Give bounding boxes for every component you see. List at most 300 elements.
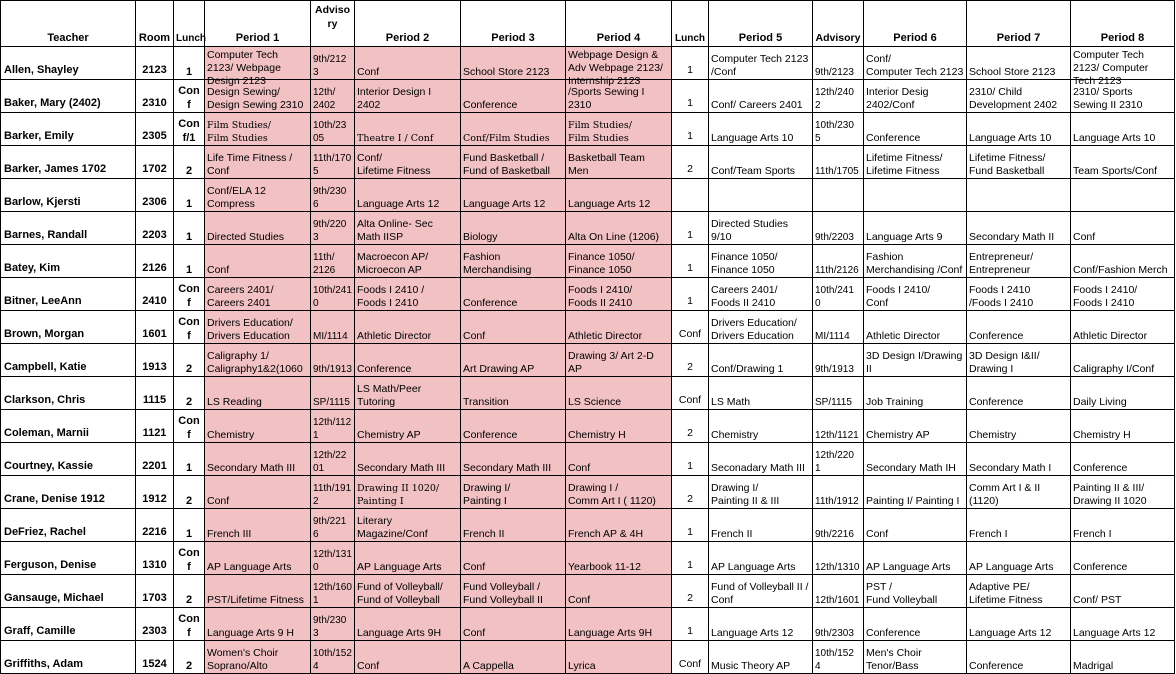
advisory1-cell-text: 9th/212 3 [313, 54, 347, 78]
lunch2-cell [672, 278, 709, 311]
period7-cell [967, 443, 1071, 476]
period5-cell [709, 278, 813, 311]
period1-cell-text: Careers 2401/ Careers 2401 [207, 284, 274, 309]
advisory1-cell-text: 9th/221 6 [313, 516, 347, 540]
period2-cell [355, 80, 461, 113]
period3-cell-text: A Cappella [463, 660, 514, 672]
period5-cell-text: Conf/Team Sports [711, 165, 796, 177]
room-cell [136, 641, 174, 674]
period2-cell-text: Literary Magazine/Conf [357, 515, 428, 540]
advisory2-cell [813, 542, 864, 575]
period6-cell [864, 47, 967, 80]
period8-cell [1071, 476, 1175, 509]
period2-cell [355, 113, 461, 146]
period1-cell [205, 608, 311, 641]
period2-cell-text: Chemistry AP [357, 429, 421, 441]
room-cell-text: 1702 [142, 163, 167, 175]
lunch-cell-text: 2 [185, 165, 193, 177]
advisory2-cell [813, 80, 864, 113]
teacher-cell-text: Allen, Shayley [4, 64, 79, 76]
period3-cell [461, 80, 566, 113]
period1-cell-text: Directed Studies [207, 231, 285, 243]
col-header-period6: Period 6 [864, 1, 967, 47]
period4-cell-text: Yearbook 11-12 [568, 561, 641, 573]
teacher-cell-text: Baker, Mary (2402) [4, 97, 101, 109]
period3-cell [461, 179, 566, 212]
room-cell [136, 47, 174, 80]
period7-cell [967, 245, 1071, 278]
period7-cell-text: Conference [969, 396, 1024, 408]
period3-cell [461, 410, 566, 443]
advisory1-cell-text: SP/1115 [313, 397, 350, 408]
lunch2-cell [672, 410, 709, 443]
period4-cell-text: Chemistry H [568, 429, 626, 441]
period4-cell [566, 212, 672, 245]
period8-cell [1071, 113, 1175, 146]
period7-cell-text: AP Language Arts [969, 561, 1054, 573]
period1-cell-text: Life Time Fitness / Conf [207, 152, 293, 177]
teacher-cell-text: Barlow, Kjersti [4, 196, 81, 208]
period2-cell [355, 245, 461, 278]
period3-cell [461, 542, 566, 575]
room-cell [136, 146, 174, 179]
period8-cell-text: Language Arts 10 [1073, 132, 1156, 144]
lunch2-cell [672, 476, 709, 509]
room-cell [136, 575, 174, 608]
period3-cell-text: French II [463, 528, 505, 540]
period8-cell-text: Caligraphy I/Conf [1073, 363, 1155, 375]
room-cell-text: 1703 [142, 592, 167, 604]
advisory1-cell-text: 10th/152 4 [313, 648, 352, 672]
period5-cell [709, 608, 813, 641]
period1-cell-text: French III [207, 528, 252, 540]
period8-cell-text: Painting II & III/ Drawing II 1020 [1073, 482, 1147, 507]
period8-cell-text: French I [1073, 528, 1112, 540]
period6-cell [864, 179, 967, 212]
period2-cell [355, 509, 461, 542]
period1-cell [205, 377, 311, 410]
period8-cell [1071, 212, 1175, 245]
advisory2-cell [813, 311, 864, 344]
period4-cell [566, 179, 672, 212]
teacher-cell-text: Brown, Morgan [4, 328, 85, 340]
period8-cell [1071, 179, 1175, 212]
advisory2-cell-text: 11th/1912 [815, 496, 859, 507]
period4-cell-text: Finance 1050/ Finance 1050 [568, 251, 635, 276]
period4-cell [566, 410, 672, 443]
advisory2-cell-text: 12th/1601 [815, 595, 860, 606]
period8-cell-text: Chemistry H [1073, 429, 1131, 441]
teacher-cell-text: Gansauge, Michael [4, 592, 104, 604]
advisory1-cell [311, 344, 355, 377]
period1-cell [205, 476, 311, 509]
advisory2-cell-text: 11th/2126 [815, 265, 859, 276]
period3-cell-text: Conference [463, 99, 518, 111]
room-cell-text: 2310 [142, 97, 167, 109]
period7-cell [967, 476, 1071, 509]
period8-cell-text: Athletic Director [1073, 330, 1148, 342]
period8-cell [1071, 443, 1175, 476]
period8-cell-text: Team Sports/Conf [1073, 165, 1158, 177]
table-row [1, 509, 1175, 542]
period3-cell [461, 212, 566, 245]
period2-cell-text: Conference [357, 363, 412, 375]
period7-cell-text: Language Arts 12 [969, 627, 1052, 639]
table-row [1, 476, 1175, 509]
period6-cell [864, 575, 967, 608]
period2-cell [355, 311, 461, 344]
advisory1-cell-text: 10th/23 05 [313, 120, 347, 144]
teacher-cell-text: DeFriez, Rachel [4, 526, 86, 538]
col-header-advisory2: Advisory [813, 1, 864, 47]
table-row [1, 377, 1175, 410]
teacher-cell [1, 443, 136, 476]
period6-cell [864, 542, 967, 575]
table-row [1, 575, 1175, 608]
advisory2-cell-text: 10th/241 0 [815, 285, 854, 309]
table-row [1, 311, 1175, 344]
period8-cell-text: Conference [1073, 462, 1128, 474]
period4-cell-text: Drawing 3/ Art 2-D AP [568, 350, 654, 375]
period5-cell [709, 212, 813, 245]
col-header-lunch2: Lunch [672, 1, 709, 47]
teacher-cell [1, 542, 136, 575]
period5-cell-text: Computer Tech 2123 /Conf [711, 53, 809, 78]
period1-cell-text: AP Language Arts [207, 561, 292, 573]
period8-cell-text: Computer Tech 2123/ Computer Tech 2123 [1073, 49, 1149, 87]
period8-cell [1071, 608, 1175, 641]
period1-cell [205, 278, 311, 311]
lunch-cell [174, 575, 205, 608]
room-cell [136, 509, 174, 542]
period3-cell [461, 245, 566, 278]
period1-cell-text: Chemistry [207, 429, 255, 441]
period6-cell [864, 146, 967, 179]
advisory2-cell [813, 575, 864, 608]
col-header-period8: Period 8 [1071, 1, 1175, 47]
teacher-cell [1, 311, 136, 344]
lunch2-cell [672, 47, 709, 80]
col-header-period1: Period 1 [205, 1, 311, 47]
teacher-cell [1, 476, 136, 509]
teacher-cell-text: Ferguson, Denise [4, 559, 97, 571]
advisory2-cell [813, 476, 864, 509]
period3-cell-text: Biology [463, 231, 498, 243]
teacher-cell [1, 47, 136, 80]
room-cell-text: 2410 [142, 295, 167, 307]
room-cell-text: 1601 [142, 328, 167, 340]
lunch-cell-text: 2 [185, 660, 193, 672]
advisory2-cell [813, 443, 864, 476]
period3-cell-text: Conf/Film Studies [463, 133, 550, 144]
period2-cell-text: Foods I 2410 / Foods I 2410 [357, 284, 425, 309]
advisory1-cell-text: 9th/220 3 [313, 219, 347, 243]
room-cell-text: 2305 [142, 130, 167, 142]
lunch2-cell [672, 641, 709, 674]
room-cell-text: 1524 [142, 658, 167, 670]
teacher-cell-text: Courtney, Kassie [4, 460, 94, 472]
period2-cell [355, 344, 461, 377]
period4-cell-text: Conf [568, 462, 591, 474]
advisory1-cell-text: MI/1114 [313, 331, 348, 342]
period2-cell-text: Fund of Volleyball/ Fund of Volleyball [357, 581, 443, 606]
lunch-cell-text: 2 [185, 396, 193, 408]
table-row [1, 212, 1175, 245]
lunch-cell [174, 542, 205, 575]
lunch-cell [174, 641, 205, 674]
lunch2-cell-text: 1 [687, 559, 693, 571]
advisory2-cell-text: 10th/230 5 [815, 120, 854, 144]
period7-cell-text: Secondary Math II [969, 231, 1055, 243]
period3-cell-text: Conference [463, 429, 518, 441]
advisory2-cell [813, 245, 864, 278]
period4-cell [566, 476, 672, 509]
period6-cell [864, 212, 967, 245]
advisory1-cell [311, 443, 355, 476]
period8-cell-text: Conf/ PST [1073, 594, 1122, 606]
room-cell-text: 1912 [142, 493, 167, 505]
period1-cell-text: PST/Lifetime Fitness [207, 594, 304, 606]
period7-cell-text: Foods I 2410 /Foods I 2410 [969, 284, 1034, 309]
period6-cell-text: 3D Design I/Drawing II [866, 350, 963, 375]
lunch-cell [174, 410, 205, 443]
lunch2-cell-text: 1 [687, 460, 693, 472]
lunch-cell-text: 1 [185, 462, 193, 474]
lunch2-cell-text: 1 [687, 526, 693, 538]
period8-cell [1071, 278, 1175, 311]
room-cell [136, 80, 174, 113]
table-row [1, 410, 1175, 443]
room-cell-text: 2216 [142, 526, 167, 538]
advisory2-cell [813, 47, 864, 80]
period1-cell-text: Caligraphy 1/ Caligraphy1&2(1060 [207, 350, 303, 375]
period3-cell-text: Fashion Merchandising [463, 251, 532, 276]
advisory1-cell [311, 311, 355, 344]
period8-cell [1071, 575, 1175, 608]
advisory1-cell-text: 12th/ 2402 [313, 87, 336, 111]
advisory2-cell-text: SP/1115 [815, 397, 852, 408]
period5-cell-text: French II [711, 528, 753, 540]
period3-cell [461, 509, 566, 542]
period4-cell-text: Basketball Team Men [568, 152, 645, 177]
lunch2-cell [672, 377, 709, 410]
advisory2-cell-text: 9th/2123 [815, 67, 854, 78]
period4-cell-text: Webpage Design & Adv Webpage 2123/ Internship 2123 [568, 49, 663, 87]
col-header-period7: Period 7 [967, 1, 1071, 47]
advisory2-cell-text: 9th/2303 [815, 628, 854, 639]
lunch-cell-text: Con f [178, 85, 200, 111]
period2-cell [355, 410, 461, 443]
lunch2-cell [672, 443, 709, 476]
period5-cell [709, 80, 813, 113]
lunch2-cell-text: Conf [678, 328, 702, 340]
lunch2-cell [672, 344, 709, 377]
period3-cell [461, 476, 566, 509]
advisory1-cell-text: 9th/1913 [313, 364, 352, 375]
period7-cell [967, 377, 1071, 410]
period3-cell [461, 641, 566, 674]
period7-cell [967, 641, 1071, 674]
period4-cell-text: Language Arts 9H [568, 627, 653, 639]
lunch2-cell [672, 113, 709, 146]
period6-cell [864, 377, 967, 410]
table-row [1, 443, 1175, 476]
teacher-cell [1, 509, 136, 542]
period3-cell-text: Fund Basketball / Fund of Basketball [463, 152, 550, 177]
teacher-cell-text: Campbell, Katie [4, 361, 87, 373]
teacher-cell-text: Griffiths, Adam [4, 658, 84, 670]
teacher-cell-text: Crane, Denise 1912 [4, 493, 105, 505]
lunch2-cell-text: 1 [687, 97, 693, 109]
period3-cell-text: Transition [463, 396, 509, 408]
period7-cell [967, 47, 1071, 80]
lunch-cell [174, 179, 205, 212]
table-row [1, 641, 1175, 674]
lunch-cell [174, 509, 205, 542]
lunch-cell-text: 1 [185, 264, 193, 276]
advisory1-cell [311, 212, 355, 245]
period3-cell [461, 608, 566, 641]
period6-cell-text: Conf/ Computer Tech 2123 [866, 53, 964, 78]
period7-cell-text: Adaptive PE/ Lifetime Fitness [969, 581, 1043, 606]
advisory1-cell [311, 410, 355, 443]
period3-cell [461, 443, 566, 476]
lunch2-cell [672, 509, 709, 542]
period7-cell [967, 80, 1071, 113]
period7-cell-text: Conference [969, 330, 1024, 342]
lunch-cell-text: 2 [185, 495, 193, 507]
period4-cell [566, 575, 672, 608]
period1-cell [205, 641, 311, 674]
period1-cell [205, 443, 311, 476]
period6-cell-text: Secondary Math IH [866, 462, 956, 474]
room-cell-text: 2123 [142, 64, 167, 76]
period5-cell [709, 344, 813, 377]
period7-cell-text: Chemistry [969, 429, 1017, 441]
period4-cell [566, 47, 672, 87]
teacher-cell [1, 641, 136, 674]
period3-cell-text: Conf [463, 330, 486, 342]
room-cell [136, 245, 174, 278]
period1-cell [205, 410, 311, 443]
teacher-cell [1, 410, 136, 443]
period8-cell-text: Conference [1073, 561, 1128, 573]
teacher-cell [1, 179, 136, 212]
period7-cell [967, 542, 1071, 575]
period1-cell-text: Drivers Education/ Drivers Education [207, 317, 293, 342]
advisory2-cell-text: 11th/1705 [815, 166, 859, 177]
period6-cell-text: Foods I 2410/ Conf [866, 284, 931, 309]
period5-cell-text: Drawing I/ Painting II & III [711, 482, 780, 507]
period2-cell-text: AP Language Arts [357, 561, 442, 573]
teacher-cell-text: Barker, James 1702 [4, 163, 107, 175]
advisory1-cell-text: 9th/230 6 [313, 186, 347, 210]
period3-cell [461, 344, 566, 377]
room-cell-text: 1121 [142, 427, 167, 439]
period3-cell [461, 146, 566, 179]
period7-cell-text: School Store 2123 [969, 66, 1056, 78]
period8-cell-text: Conf/Fashion Merch [1073, 264, 1168, 276]
period7-cell-text: Lifetime Fitness/ Fund Basketball [969, 152, 1046, 177]
advisory2-cell [813, 410, 864, 443]
lunch-cell-text: Con f [178, 283, 200, 309]
period6-cell-text: Job Training [866, 396, 924, 408]
advisory1-cell-text: 10th/241 0 [313, 285, 352, 309]
period2-cell-text: Drawing II 1020/ Painting I [357, 483, 440, 507]
col-header-period2: Period 2 [355, 1, 461, 47]
advisory1-cell [311, 542, 355, 575]
period7-cell-text: French I [969, 528, 1008, 540]
period2-cell [355, 575, 461, 608]
lunch2-cell [672, 80, 709, 113]
period5-cell [709, 179, 813, 212]
lunch-cell-text: Con f [178, 613, 200, 639]
period6-cell [864, 476, 967, 509]
period4-cell-text: Film Studies/ Film Studies [568, 120, 632, 144]
advisory2-cell [813, 377, 864, 410]
period8-cell-text: Foods I 2410/ Foods I 2410 [1073, 284, 1138, 309]
room-cell [136, 443, 174, 476]
period1-cell [205, 542, 311, 575]
lunch2-cell-text: 1 [687, 229, 693, 241]
period2-cell-text: Language Arts 12 [357, 198, 440, 210]
lunch2-cell-text: 1 [687, 625, 693, 637]
period2-cell-text: Conf [357, 66, 380, 78]
advisory2-cell-text: 10th/152 4 [815, 648, 854, 672]
lunch2-cell-text: 2 [687, 427, 693, 439]
advisory2-cell [813, 212, 864, 245]
teacher-cell [1, 80, 136, 113]
period6-cell-text: AP Language Arts [866, 561, 951, 573]
advisory2-cell-text: 12th/220 1 [815, 450, 854, 474]
period5-cell [709, 542, 813, 575]
period5-cell-text: Seconadary Math III [711, 462, 805, 474]
col-header-period5: Period 5 [709, 1, 813, 47]
period2-cell-text: Interior Design I 2402 [357, 86, 432, 111]
lunch-cell-text: Con f [178, 547, 200, 573]
period7-cell-text: Language Arts 10 [969, 132, 1052, 144]
advisory1-cell-text: 12th/131 0 [313, 549, 352, 573]
lunch2-cell [672, 179, 709, 212]
period4-cell [566, 113, 672, 146]
advisory2-cell-text: MI/1114 [815, 331, 850, 342]
lunch-cell-text: Con f [178, 415, 200, 441]
period2-cell [355, 278, 461, 311]
table-row [1, 542, 1175, 575]
period3-cell-text: Art Drawing AP [463, 363, 535, 375]
period5-cell-text: Directed Studies 9/10 [711, 218, 789, 243]
lunch2-cell [672, 608, 709, 641]
period4-cell [566, 641, 672, 674]
advisory1-cell [311, 47, 355, 80]
period6-cell-text: Language Arts 9 [866, 231, 943, 243]
period1-cell [205, 509, 311, 542]
period5-cell-text: Music Theory AP [711, 660, 791, 672]
teacher-cell-text: Clarkson, Chris [4, 394, 86, 406]
period8-cell [1071, 641, 1175, 674]
period7-cell-text: 3D Design I&II/ Drawing I [969, 350, 1040, 375]
lunch2-cell-text: 1 [687, 64, 693, 76]
advisory1-cell-text: 12th/22 01 [313, 450, 347, 474]
period1-cell-text: Design Sewing/ Design Sewing 2310 [207, 86, 304, 111]
room-cell-text: 2303 [142, 625, 167, 637]
period6-cell [864, 641, 967, 674]
period4-cell [566, 344, 672, 377]
teacher-cell-text: Coleman, Marnii [4, 427, 89, 439]
period4-cell-text: /Sports Sewing I 2310 [568, 86, 645, 111]
lunch-cell [174, 608, 205, 641]
period6-cell [864, 410, 967, 443]
